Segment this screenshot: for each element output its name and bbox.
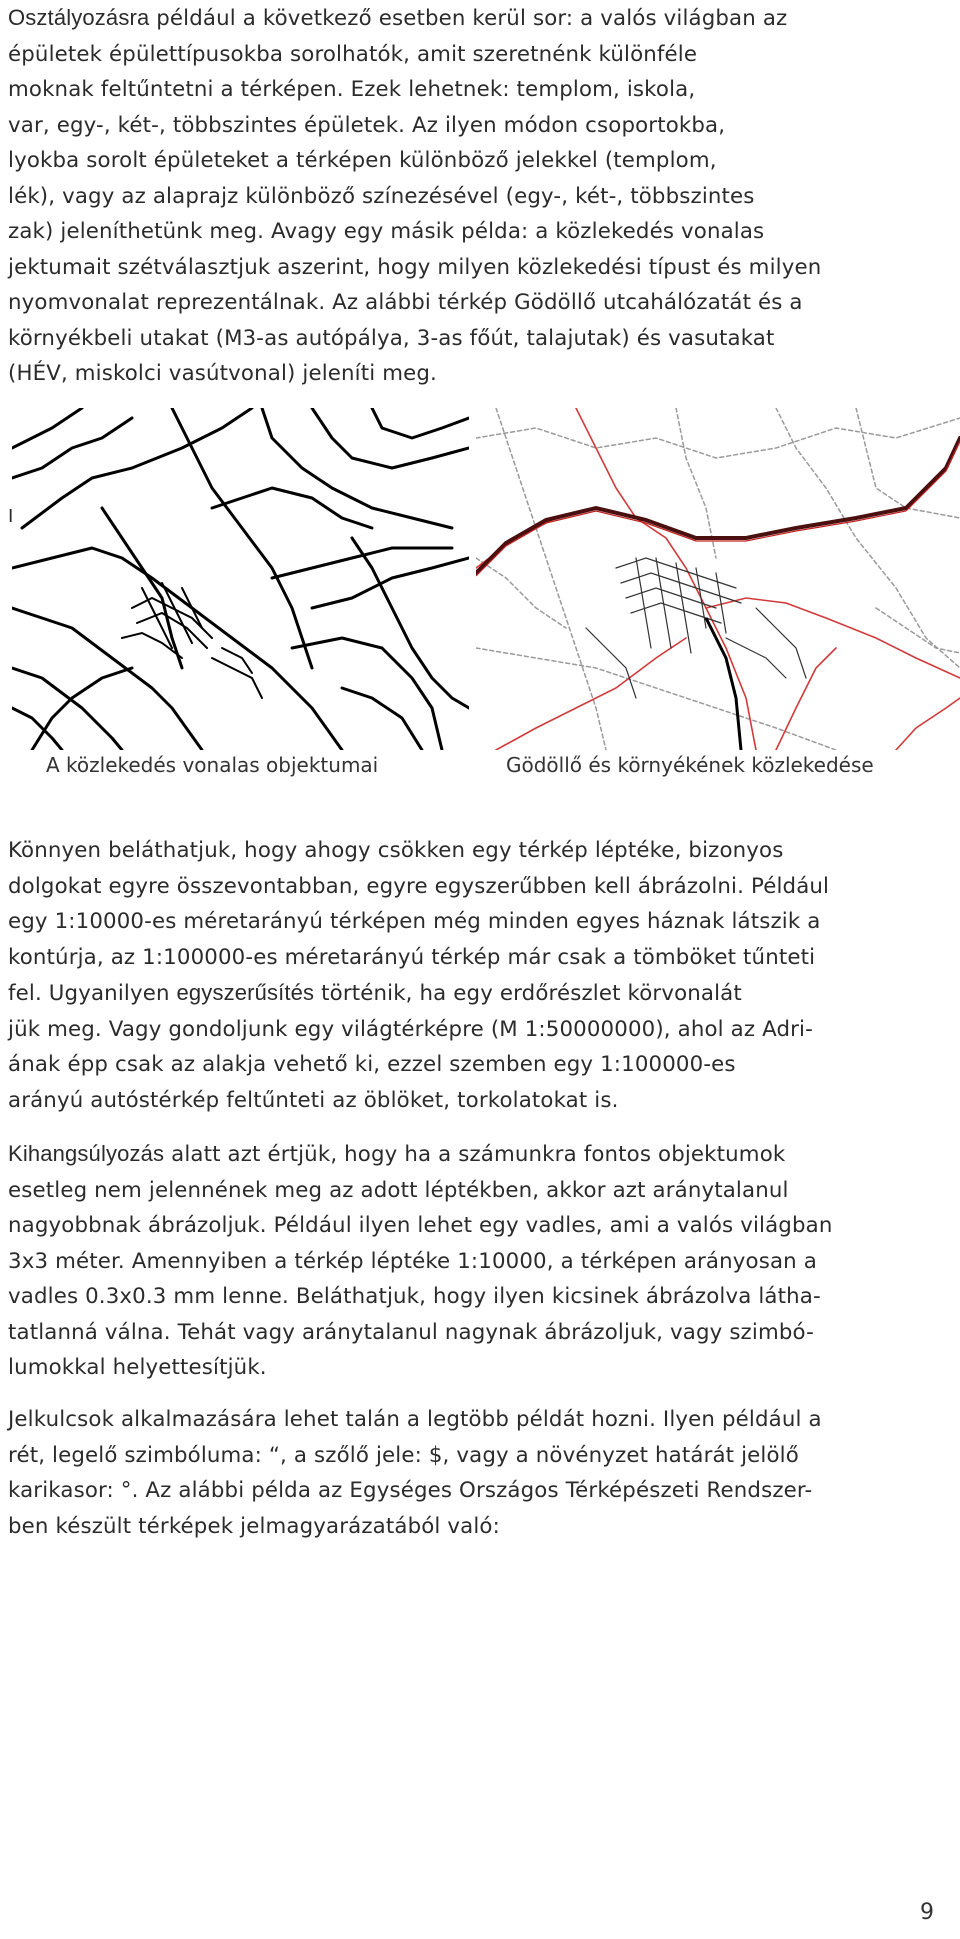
text-line: lumokkal helyettesítjük. xyxy=(8,1355,267,1380)
paragraph-classification xyxy=(8,0,952,392)
text-line: lyokba sorolt épületeket a térképen különböző jelekkel (templom, xyxy=(8,148,717,173)
text-line: var, egy-, két-, többszintes épületek. Az ilyen módon csoportokba, xyxy=(8,112,726,138)
term-osztalyozas: Osztályozásra xyxy=(8,5,150,30)
term-kihangsulyozas: Kihangsúlyozás xyxy=(8,1141,165,1166)
text-line: jük meg. Vagy gondoljunk egy világtérképre (M 1:50000000), ahol az Adri- xyxy=(8,1016,813,1042)
text-line: 3x3 méter. Amennyiben a térkép léptéke 1:10000, a térképen arányosan a xyxy=(8,1248,817,1274)
text-line: fel. Ugyanilyen egyszerűsítés történik, ha egy erdőrészlet körvonalát xyxy=(8,980,742,1006)
text-line: Könnyen beláthatjuk, hogy ahogy csökken egy térkép léptéke, bizonyos xyxy=(8,838,784,863)
road-network-lines xyxy=(12,408,469,750)
text-line: Jelkulcsok alkalmazására lehet talán a legtöbb példát hozni. Ilyen például a xyxy=(8,1407,822,1432)
paragraph-simplification xyxy=(8,833,952,1118)
text-line: nyomvonalat reprezentálnak. Az alábbi térkép Gödöllő utcahálózatát és a xyxy=(8,290,803,315)
text-line: nagyobbnak ábrázoljuk. Például ilyen lehet egy vadles, ami a valós világban xyxy=(8,1213,833,1238)
text-line: ának épp csak az alakja vehető ki, ezzel szemben egy 1:100000-es xyxy=(8,1052,736,1077)
godollo-traffic-map-right xyxy=(476,408,960,750)
text-line: arányú autóstérkép feltűnteti az öblöket, torkolatokat is. xyxy=(8,1087,619,1113)
text-line: karikasor: °. Az alábbi példa az Egységes Országos Térképészeti Rendszer- xyxy=(8,1478,813,1503)
figure-caption-left: A közlekedés vonalas objektumai xyxy=(46,753,379,777)
text-line: jektumait szétválasztjuk aszerint, hogy milyen közlekedési típust és milyen xyxy=(8,254,822,280)
text-line: dolgokat egyre összevontabban, egyre egyszerűbben kell ábrázolni. Például xyxy=(8,873,830,899)
paragraph-legend-keys xyxy=(8,1402,952,1544)
text-line: esetleg nem jelennének meg az adott léptékben, akkor azt aránytalanul xyxy=(8,1177,789,1203)
term-egyszerusites: egyszerűsítés xyxy=(176,980,315,1005)
page-number: 9 xyxy=(920,1900,934,1925)
text-line: Kihangsúlyozás alatt azt értjük, hogy ha a számunkra fontos objektumok xyxy=(8,1141,786,1167)
godollo-traffic-lines xyxy=(476,408,960,750)
text-line: kontúrja, az 1:100000-es méretarányú térkép már csak a tömböket tűnteti xyxy=(8,944,816,970)
text-line: moknak feltűntetni a térképen. Ezek lehetnek: templom, iskola, xyxy=(8,77,696,102)
text-line: (HÉV, miskolci vasútvonal) jeleníti meg. xyxy=(8,361,437,386)
text-line: vadles 0.3x0.3 mm lenne. Beláthatjuk, hogy ilyen kicsinek ábrázolva látha- xyxy=(8,1284,821,1309)
text-line: zak) jeleníthetünk meg. Avagy egy másik példa: a közlekedés vonalas xyxy=(8,219,765,244)
text-line: ben készült térképek jelmagyarázatából való: xyxy=(8,1513,500,1539)
text-line: lék), vagy az alaprajz különböző színezésével (egy-, két-, többszintes xyxy=(8,183,755,209)
text-line: épületek épülettípusokba sorolhatók, amit szeretnénk különféle xyxy=(8,41,698,67)
text-line: tatlanná válna. Tehát vagy aránytalanul nagynak ábrázoljuk, vagy szimbó- xyxy=(8,1319,814,1345)
text-line: környékbeli utakat (M3-as autópálya, 3-as főút, talajutak) és vasutakat xyxy=(8,325,775,351)
text-line: egy 1:10000-es méretarányú térképen még minden egyes háznak látszik a xyxy=(8,909,821,934)
map-margin-marker: I xyxy=(8,506,14,527)
paragraph-emphasis xyxy=(8,1136,952,1386)
figure-caption-right: Gödöllő és környékének közlekedése xyxy=(506,753,874,777)
text-line: Osztályozásra például a következő esetben kerül sor: a valós világban az xyxy=(8,5,788,31)
text-line: rét, legelő szimbóluma: “, a szőlő jele: $, vagy a növényzet határát jelölő xyxy=(8,1442,799,1468)
road-network-map-left xyxy=(8,408,469,750)
